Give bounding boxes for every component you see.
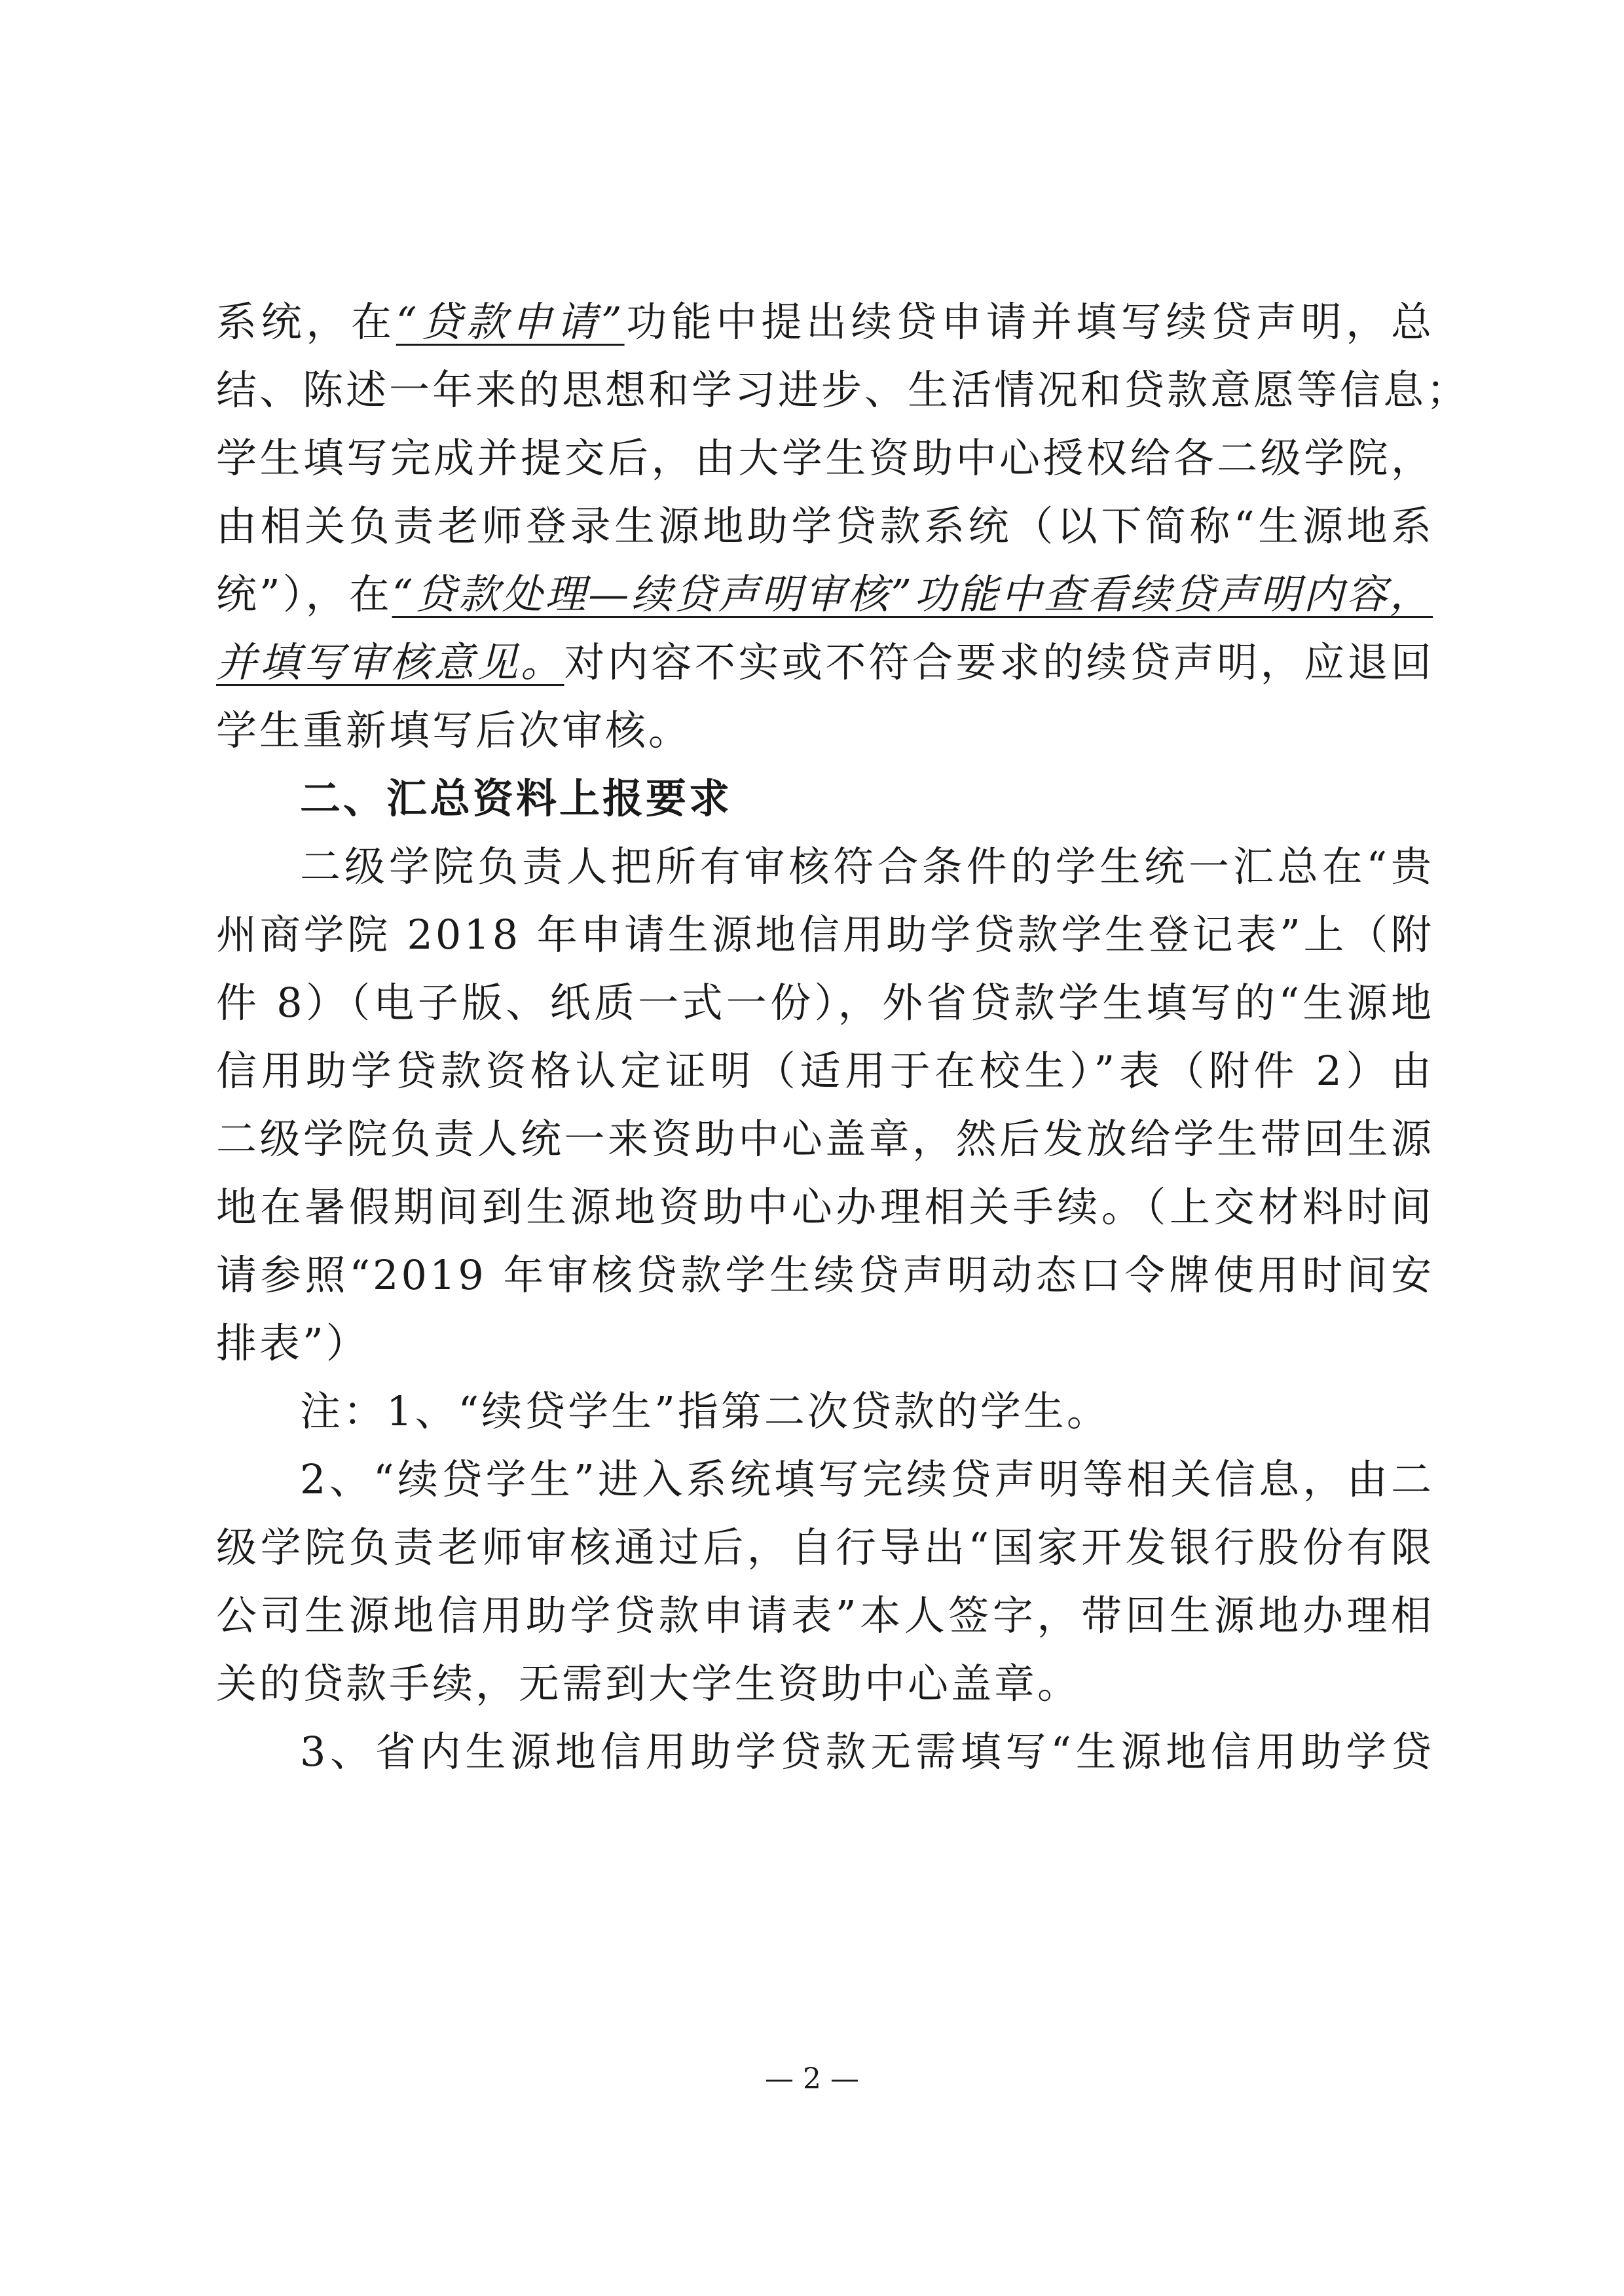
note-2-line-4: 关的贷款手续，无需到大学生资助中心盖章。 (216, 1660, 1081, 1707)
para2-line-1: 二级学院负责人把所有审核符合条件的学生统一汇总在“贵 (300, 843, 1434, 890)
para1-line-1 (216, 288, 1434, 356)
para2-line-3: 件 8）（电子版、纸质一式一份），外省贷款学生填写的“生源地 (216, 979, 1434, 1027)
section-heading: 二、汇总资料上报要求 (300, 774, 733, 822)
para1-line-5 (216, 560, 1434, 629)
para1-line-3 (216, 424, 1434, 492)
text: 对内容不实或不符合要求的续贷声明，应退回 (564, 638, 1434, 686)
underlined-text: “贷款处理—续贷声明审核”功能中查看续贷声明内容， (392, 570, 1433, 618)
underlined-text: “贷款申请” (396, 298, 625, 346)
text: 系统，在 (216, 298, 396, 346)
text: 功能中提出续贷申请并填写续贷声明，总 (624, 298, 1434, 346)
para2-line-5: 二级学院负责人统一来资助中心盖章，然后发放给学生带回生源 (216, 1115, 1434, 1163)
para2-line-7: 请参照“2019 年审核贷款学生续贷声明动态口令牌使用时间安 (216, 1251, 1434, 1299)
text: 学生填写完成并提交后，由大学生资助中心授权给各二级学院， (216, 434, 1434, 482)
para1-line-6 (216, 629, 1434, 697)
page-number: — 2 — (765, 2062, 859, 2096)
note-2-line-2: 级学院负责老师审核通过后，自行导出“国家开发银行股份有限 (216, 1523, 1434, 1571)
para2-line-8: 排表”） (216, 1319, 369, 1367)
note-2-line-1: 2、“续贷学生”进入系统填写完续贷声明等相关信息，由二 (300, 1455, 1434, 1503)
document-body (216, 288, 1470, 1786)
para1-line-2 (216, 356, 1470, 424)
para2-line-2: 州商学院 2018 年申请生源地信用助学贷款学生登记表”上（附 (216, 911, 1434, 958)
note-2-line-3: 公司生源地信用助学贷款申请表”本人签字，带回生源地办理相 (216, 1592, 1434, 1639)
text: 由相关负责老师登录生源地助学贷款系统（以下简称“生源地系 (216, 502, 1434, 550)
text: 结、陈述一年来的思想和学习进步、生活情况和贷款意愿等信息； (216, 366, 1470, 414)
text: 学生重新填写后次审核。 (216, 706, 692, 754)
note-3-line-1: 3、省内生源地信用助学贷款无需填写“生源地信用助学贷 (300, 1728, 1434, 1776)
para1-line-7 (216, 697, 1434, 765)
underlined-text: 并填写审核意见。 (216, 638, 564, 686)
text: 统”），在 (216, 570, 392, 618)
para1-line-4 (216, 492, 1434, 560)
note-1: 注：1、“续贷学生”指第二次贷款的学生。 (300, 1387, 1110, 1435)
para2-line-6: 地在暑假期间到生源地资助中心办理相关手续。（上交材料时间 (216, 1183, 1434, 1231)
para2-line-4: 信用助学贷款资格认定证明（适用于在校生）”表（附件 2）由 (216, 1047, 1434, 1095)
